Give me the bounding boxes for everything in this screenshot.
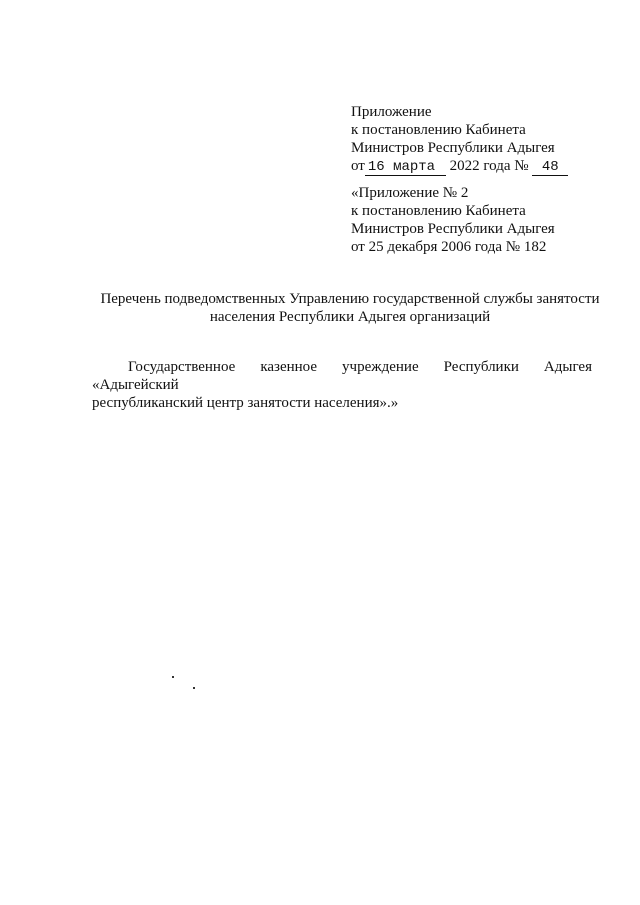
body-line-2: республиканский центр занятости населения».»	[92, 395, 399, 411]
scan-speck	[172, 676, 174, 678]
approval-title: Приложение	[351, 104, 432, 120]
approval-year-text: 2022 года №	[449, 158, 529, 174]
scan-speck	[193, 687, 195, 689]
approval-number-field: 48	[532, 160, 568, 176]
reference-resolution-line: к постановлению Кабинета	[351, 203, 526, 219]
approval-ministry-line: Министров Республики Адыгея	[351, 140, 555, 156]
reference-title: «Приложение № 2	[351, 185, 469, 201]
body-line-1: Государственное казенное учреждение Республики Адыгея «Адыгейский	[92, 359, 592, 393]
title-line-1: Перечень подведомственных Управлению государственной службы занятости	[100, 291, 600, 307]
document-title	[60, 290, 640, 326]
reference-ministry-line: Министров Республики Адыгея	[351, 221, 555, 237]
approval-date-field: 16 марта	[365, 160, 446, 176]
approval-date-prefix: от	[351, 158, 365, 174]
reference-date-line: от 25 декабря 2006 года № 182	[351, 239, 547, 255]
document-body	[92, 358, 592, 412]
title-line-2: населения Республики Адыгея организаций	[209, 309, 491, 325]
approval-header	[351, 103, 568, 176]
reference-header	[351, 184, 555, 256]
approval-resolution-line: к постановлению Кабинета	[351, 122, 526, 138]
approval-date-line	[351, 157, 568, 176]
